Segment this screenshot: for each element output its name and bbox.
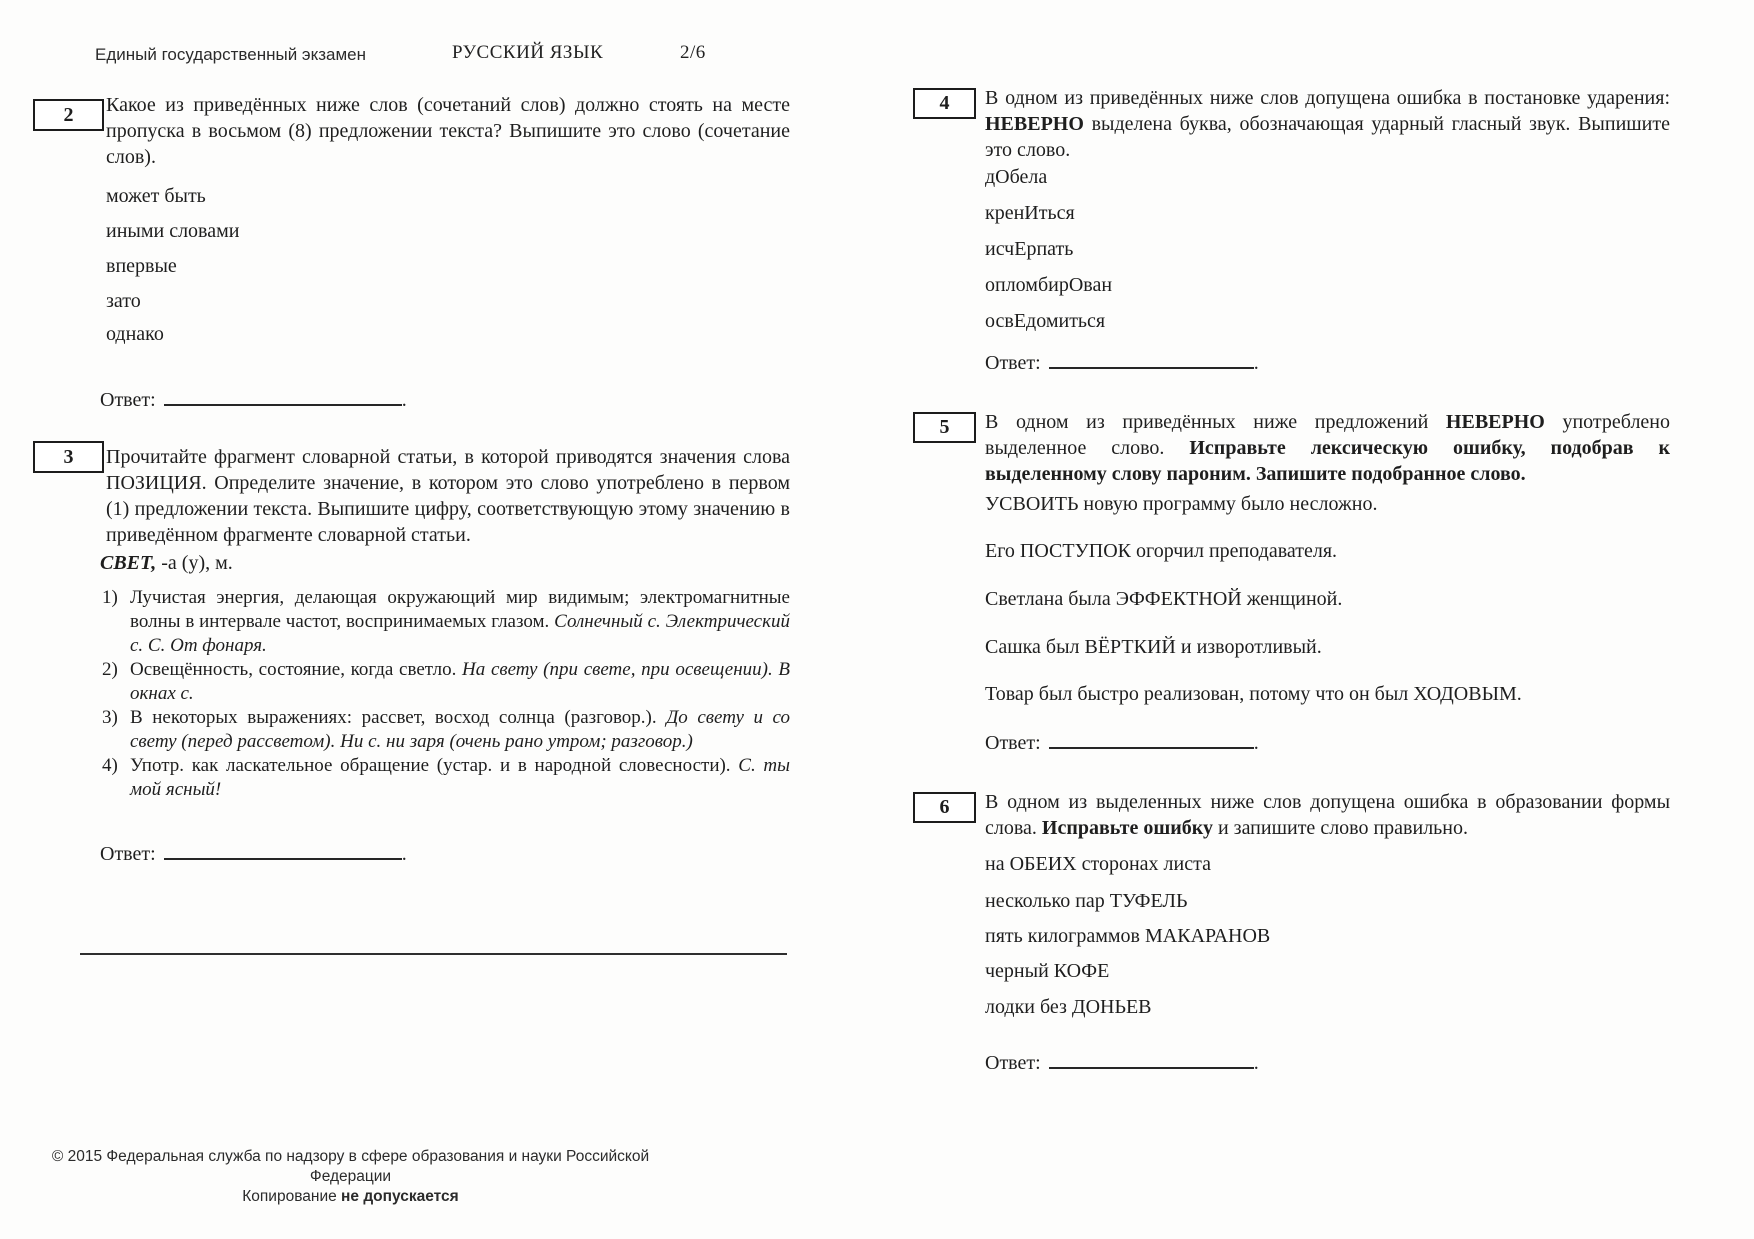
task-5-text-mid: употреблено выделенное слово. [985,411,1670,459]
task-6-option: лодки без ДОНЬЕВ [985,996,1152,1018]
task-2-number: 2 [63,104,74,126]
separator-line [80,953,787,955]
answer-label: Ответ: [985,352,1041,374]
task-4-text-pre: В одном из приведённых ниже слов допущена ошибка в постановке ударения: [985,87,1670,109]
answer-period: . [1253,732,1259,754]
answer-blank-line [1049,1049,1254,1069]
entry-number: 3) [102,707,118,728]
answer-period: . [401,843,407,865]
answer-period: . [1253,1052,1259,1074]
answer-period: . [401,389,407,411]
task-6-text [985,789,1670,841]
dictionary-headword [100,551,233,575]
task-4-number: 4 [939,92,950,114]
header-page-number: 2/6 [680,42,706,63]
task-5-text-bold-neverno: НЕВЕРНО [1445,411,1545,433]
task-2-number-box [33,99,104,131]
task-5-text-pre: В одном из приведённых ниже предложений [985,411,1446,433]
task-4-option: исчЕрпать [985,238,1074,260]
task-5-number: 5 [939,416,950,438]
headword-grammar: -а (у), м. [156,552,233,574]
task-6-number: 6 [939,796,950,818]
task-2-option: однако [106,323,164,345]
task-6-option: пять килограммов МАКАРАНОВ [985,925,1271,947]
task-3-answer-row [100,840,407,867]
dictionary-entry [100,706,790,754]
task-6-text-post: и запишите слово правильно. [1212,817,1469,839]
entry-number: 1) [102,587,118,608]
entry-example: До свету и со свету (перед рассветом). Ни с. ни заря (очень рано утром; разговор.) [130,707,791,752]
footer-copyright: © 2015 Федеральная служба по надзору в сфере образования и науки Российской Федерации [51,1148,650,1185]
task-4-number-box [913,88,976,119]
entry-definition: Лучистая энергия, делающая окружающий мир видимым; электромагнитные волны в интервале частот, воспринимаемых глазом. [130,587,790,632]
footer-copy-notice-text: Копирование [242,1188,342,1205]
task-4-option: освЕдомиться [985,310,1106,332]
footer-copy-notice [28,1187,673,1207]
task-3-text: Прочитайте фрагмент словарной статьи, в которой приводятся значения слова ПОЗИЦИЯ. Определите значение, в котором это слово употреблено в первом (1) предложении текста. Выпишите цифру, соответствующую этому значению в приведённом фрагменте словарной статьи. [106,446,790,546]
entry-definition: Освещённость, состояние, когда светло. [130,659,457,680]
task-2-option: зато [106,290,141,312]
task-6-text-pre: В одном из выделенных ниже слов допущена ошибка в образовании формы слова. [985,791,1670,839]
dictionary-entries [100,586,790,802]
task-5-sentence: УСВОИТЬ новую программу было несложно. [985,493,1378,515]
headword-main: СВЕТ, [100,552,157,574]
task-2-text: Какое из приведённых ниже слов (сочетаний слов) должно стоять на месте пропуска в восьмом (8) предложении текста? Выпишите это слово (сочетание слов). [106,94,790,168]
answer-blank-line [1049,349,1254,369]
task-5-text [985,409,1670,487]
answer-label: Ответ: [985,1052,1041,1074]
task-5-answer-row [985,729,1259,756]
entry-definition: Употр. как ласкательное обращение (устар. и в народной словесности). [130,755,731,776]
task-4-option: кренИться [985,202,1075,224]
task-3-number: 3 [63,446,74,468]
task-2-option: иными словами [106,220,240,242]
entry-definition: В некоторых выражениях: рассвет, восход солнца (разговор.). [130,707,657,728]
entry-number: 2) [102,659,118,680]
task-5-sentence: Сашка был ВЁРТКИЙ и изворотливый. [985,636,1322,658]
header-subject: РУССКИЙ ЯЗЫК [452,42,604,63]
task-6-text-bold: Исправьте ошибку [1041,817,1213,839]
entry-example: На свету (при свете, при освещении). В окнах с. [130,659,790,704]
answer-blank-line [1049,729,1254,749]
task-4-option: дОбела [985,166,1048,188]
entry-example: Солнечный с. Электрический с. С. От фонаря. [130,611,791,656]
dictionary-entry [100,658,790,706]
task-5-text-bold-instruction: Исправьте лексическую ошибку, подобрав к выделенному слову пароним. Запишите подобранное слово. [985,437,1670,485]
task-3-number-box [33,441,104,473]
task-6-answer-row [985,1049,1259,1076]
dictionary-entry [100,586,790,658]
task-4-text [985,85,1670,163]
answer-period: . [1253,352,1259,374]
task-5-number-box [913,412,976,443]
answer-label: Ответ: [100,843,156,865]
task-4-option: опломбирОван [985,274,1113,296]
task-5-sentence: Светлана была ЭФФЕКТНОЙ женщиной. [985,588,1343,610]
task-2-answer-row [100,386,407,413]
task-5-sentence: Его ПОСТУПОК огорчил преподавателя. [985,540,1338,562]
answer-blank-line [164,840,402,860]
task-4-answer-row [985,349,1259,376]
task-4-text-post: выделена буква, обозначающая ударный гласный звук. Выпишите это слово. [985,113,1670,161]
task-2-option: впервые [106,255,177,277]
answer-blank-line [164,386,402,406]
task-6-number-box [913,792,976,823]
header-exam-title: Единый государственный экзамен [95,45,367,64]
task-4-text-bold: НЕВЕРНО [985,113,1084,135]
answer-label: Ответ: [100,389,156,411]
task-5-sentence: Товар был быстро реализован, потому что он был ХОДОВЫМ. [985,683,1522,705]
entry-number: 4) [102,755,118,776]
task-6-option: на ОБЕИХ сторонах листа [985,853,1211,875]
task-6-option: черный КОФЕ [985,960,1110,982]
entry-example: С. ты мой ясный! [130,755,791,800]
task-2-option: может быть [106,185,206,207]
dictionary-entry [100,754,790,802]
answer-label: Ответ: [985,732,1041,754]
task-6-option: несколько пар ТУФЕЛЬ [985,890,1188,912]
footer [28,1147,673,1207]
footer-copy-notice-bold: не допускается [341,1188,459,1205]
